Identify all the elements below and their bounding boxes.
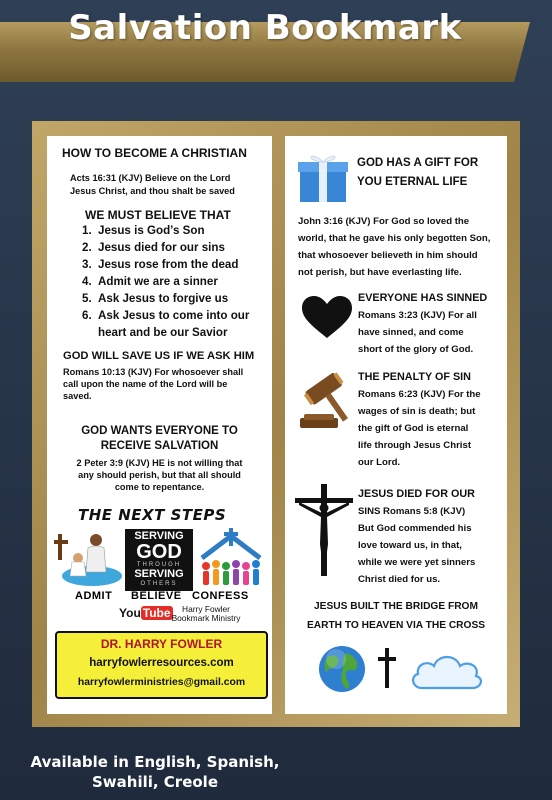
verse-line: Romans 3:23 (KJV) For all (358, 310, 477, 321)
belief-text: Jesus died for our sins (98, 241, 225, 254)
verse-line: Romans 10:13 (KJV) For whosoever shall (63, 367, 244, 377)
belief-item (82, 239, 249, 256)
logo-line: SERVING (134, 530, 184, 542)
belief-number: 5. (82, 292, 92, 305)
contact-website[interactable]: harryfowlerresources.com (89, 657, 234, 669)
footer-line: Available in English, Spanish, (30, 753, 280, 771)
belief-number (82, 324, 98, 341)
next-steps-title: THE NEXT STEPS (78, 506, 227, 524)
bridge-line: EARTH TO HEAVEN VIA THE CROSS (306, 620, 486, 631)
cloud-icon (408, 648, 484, 692)
verse-line: But God commended his (358, 523, 472, 534)
verse-line: SINS Romans 5:8 (KJV) (358, 506, 466, 517)
penalty-heading: THE PENALTY OF SIN (358, 371, 471, 383)
belief-list (82, 222, 249, 341)
verse-line: not perish, but have everlasting life. (298, 267, 462, 278)
verse-line: while we were yet sinners (358, 557, 476, 568)
belief-item (82, 273, 249, 290)
belief-text: Ask Jesus to come into our (98, 309, 250, 322)
page-title: Salvation Bookmark (68, 8, 462, 48)
belief-number: 6. (82, 309, 92, 322)
belief-item (82, 256, 249, 273)
ministry-line: Bookmark Ministry (171, 613, 241, 623)
belief-number: 4. (82, 275, 92, 288)
gavel-icon (296, 372, 354, 430)
baptism-image (54, 528, 122, 590)
logo-line: SERVING (134, 568, 184, 580)
acts-line: Jesus Christ, and thou shalt be saved (70, 186, 235, 196)
belief-text: heart and be our Savior (98, 326, 228, 339)
footer-line: Swahili, Creole (91, 773, 218, 791)
serving-god-logo (125, 529, 193, 591)
died-heading: JESUS DIED FOR OUR (358, 488, 475, 500)
verse-line: the gift of God is eternal (358, 423, 469, 434)
gift-line: YOU ETERNAL LIFE (357, 176, 468, 188)
belief-item (82, 222, 249, 239)
verse-line: our Lord. (358, 457, 401, 468)
sinned-heading: EVERYONE HAS SINNED (358, 292, 488, 304)
how-to-heading: HOW TO BECOME A CHRISTIAN (62, 146, 247, 160)
admit-label: ADMIT (75, 590, 113, 602)
john-verse (298, 213, 490, 281)
gift-icon (297, 152, 349, 204)
penalty-section (358, 369, 481, 471)
gift-heading (357, 154, 478, 192)
youtube-you: You (119, 606, 141, 620)
verse-line: short of the glory of God. (358, 344, 474, 355)
heart-icon (302, 296, 352, 340)
acts-verse (70, 172, 235, 198)
verse-line: love toward us, in that, (358, 540, 462, 551)
verse-line: any should perish, but that all should (78, 470, 241, 480)
ministry-line: Harry Fowler (182, 604, 230, 614)
bridge-heading (287, 597, 505, 635)
contact-box (55, 631, 268, 699)
logo-line: OTHERS (140, 581, 178, 587)
logo-line: GOD (136, 541, 182, 563)
believe-heading: WE MUST BELIEVE THAT (85, 208, 231, 222)
verse-line: call upon the name of the Lord will be (63, 379, 228, 389)
belief-number: 1. (82, 224, 92, 237)
gift-line: GOD HAS A GIFT FOR (357, 157, 479, 169)
romans-10-13 (63, 366, 243, 402)
logo-line: THROUGH (136, 562, 182, 568)
verse-line: that whosoever believeth in him should (298, 250, 478, 261)
ministry-name (166, 605, 246, 623)
verse-line: Christ died for us. (358, 574, 441, 585)
verse-line: John 3:16 (KJV) For God so loved the (298, 216, 470, 227)
verse-line: saved. (63, 391, 92, 401)
died-section (358, 486, 475, 588)
belief-item (82, 324, 249, 341)
contact-email[interactable]: harryfowlerministries@gmail.com (77, 677, 246, 688)
verse-line: have sinned, and come (358, 327, 464, 338)
cross-icon (377, 648, 397, 688)
wants-heading (52, 424, 267, 454)
verse-line: life through Jesus Christ (358, 440, 472, 451)
youtube-logo (119, 604, 171, 622)
wants-line: GOD WANTS EVERYONE TO (81, 425, 238, 437)
belief-item (82, 307, 249, 324)
wants-line: RECEIVE SALVATION (100, 440, 219, 452)
believe-label: BELIEVE (131, 590, 182, 602)
confess-label: CONFESS (192, 590, 249, 602)
belief-text: Ask Jesus to forgive us (98, 292, 229, 305)
peter-verse (52, 457, 267, 493)
verse-line: 2 Peter 3:9 (KJV) HE is not willing that (76, 458, 243, 468)
acts-line: Acts 16:31 (KJV) Believe on the Lord (70, 173, 231, 183)
belief-number: 3. (82, 258, 92, 271)
verse-line: come to repentance. (114, 482, 205, 492)
contact-name: DR. HARRY FOWLER (100, 637, 223, 651)
verse-line: world, that he gave his only begotten Son, (298, 233, 491, 244)
belief-text: Jesus is God’s Son (98, 224, 205, 237)
verse-line: Romans 6:23 (KJV) For the (358, 389, 481, 400)
crucifix-icon (293, 484, 355, 576)
belief-text: Admit we are a sinner (98, 275, 218, 288)
belief-item (82, 290, 249, 307)
youtube-tube: Tube (142, 606, 171, 620)
save-heading: GOD WILL SAVE US IF WE ASK HIM (63, 350, 255, 362)
church-people-image (196, 528, 266, 590)
bridge-line: JESUS BUILT THE BRIDGE FROM (314, 601, 478, 612)
belief-number: 2. (82, 241, 92, 254)
sinned-section (358, 290, 487, 358)
earth-icon (318, 645, 366, 693)
languages-footer (20, 752, 290, 792)
verse-line: wages of sin is death; but (358, 406, 476, 417)
belief-text: Jesus rose from the dead (98, 258, 239, 271)
